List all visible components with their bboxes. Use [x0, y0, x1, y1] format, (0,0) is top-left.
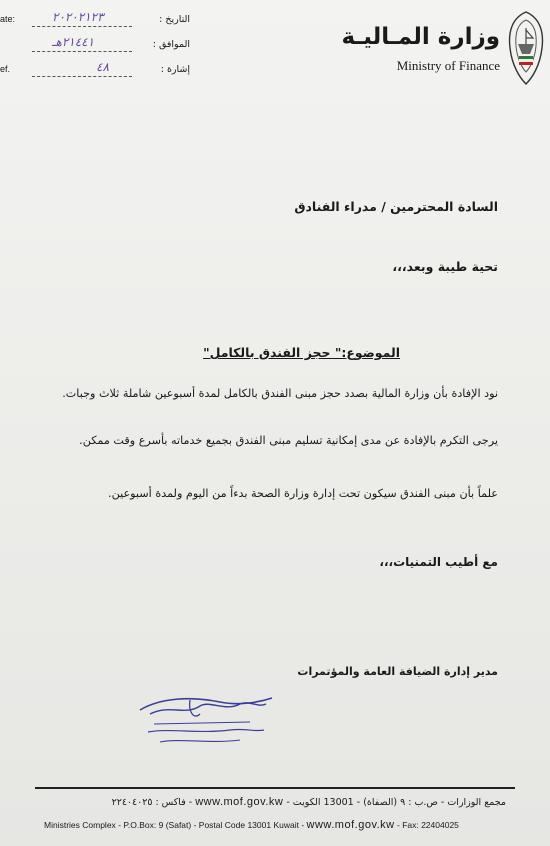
salutation: السادة المحترمين / مدراء الفنادق	[294, 199, 498, 214]
subject-line: الموضوع:" حجز الفندق بالكامل"	[203, 345, 400, 360]
closing: مع أطيب التمنيات،،،	[379, 555, 498, 569]
reference-label-en: ef.	[0, 64, 11, 74]
correspondence-row	[0, 35, 190, 55]
greeting: تحية طيبة وبعد،،،	[392, 259, 498, 274]
footer-fax-ar: - فاكس : ٢٢٤٠٤٠٢٥	[111, 797, 193, 808]
footer-fax-en: - Fax: 22404025	[397, 820, 459, 830]
ministry-name-ar: وزارة المـاليـة	[341, 24, 500, 50]
paragraph-2: يرجى التكرم بالإفادة عن مدى إمكانية تسليم مبنى الفندق بجميع خدماته بأسرع وقت ممكن.	[79, 434, 498, 447]
footer-address-en	[44, 819, 459, 831]
reference-value: ٤٨	[96, 60, 109, 74]
signature-icon	[130, 692, 280, 754]
footer-address-en-text: Ministries Complex - P.O.Box: 9 (Safat) - Postal Code 13001 Kuwait -	[44, 820, 305, 830]
correspondence-line	[32, 51, 132, 52]
correspondence-label-ar: الموافق :	[152, 39, 190, 50]
date-row	[0, 10, 190, 30]
reference-line	[32, 76, 132, 77]
footer-website-en[interactable]: www.mof.gov.kw	[306, 819, 395, 831]
date-label-ar: التاريخ :	[159, 14, 190, 25]
date-line	[32, 26, 132, 27]
signer-title: مدير إدارة الضيافة العامة والمؤتمرات	[297, 665, 498, 678]
paragraph-1: نود الإفادة بأن وزارة المالية بصدد حجز مبنى الفندق بالكامل لمدة أسبوعين شاملة ثلاث وجبات.	[62, 387, 498, 400]
footer-address-ar	[112, 796, 506, 808]
date-value: ٢٠٢٠٢١٢٣	[52, 10, 104, 24]
correspondence-value: ٢١٤٤١هـ	[52, 35, 95, 49]
paragraph-3: علماً بأن مبنى الفندق سيكون تحت إدارة وزارة الصحة بدءاً من اليوم ولمدة أسبوعين.	[108, 487, 498, 500]
date-label-en: ate:	[0, 14, 16, 24]
reference-label-ar: إشارة :	[160, 64, 190, 75]
kuwait-emblem-icon	[506, 8, 546, 88]
footer-address-ar-text: مجمع الوزارات - ص.ب : ٩ (الصفاة) - 13001 الكويت -	[286, 797, 506, 808]
reference-row	[0, 60, 190, 80]
ministry-name-en: Ministry of Finance	[396, 58, 500, 73]
footer-rule	[35, 787, 515, 789]
footer-website-ar[interactable]: www.mof.gov.kw	[195, 796, 284, 808]
